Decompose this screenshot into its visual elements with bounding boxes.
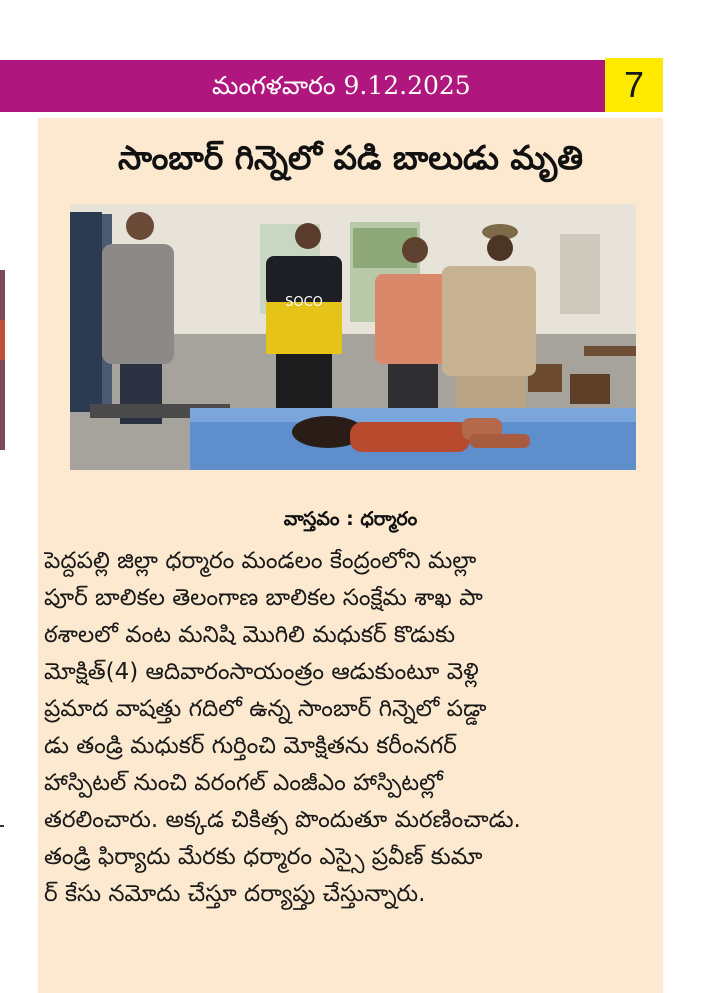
page-number: 7: [605, 58, 663, 112]
news-photo: [70, 204, 636, 470]
article-body-line: పెద్దపల్లి జిల్లా ధర్మారం మండలం కేంద్రంలోని మల్లా: [44, 548, 477, 574]
article-body-line: హాస్పిటల్ నుంచి వరంగల్ ఎంజీఎం హాస్పిటల్లో: [44, 770, 443, 796]
article-body-line: డు తండ్రి మధుకర్ గుర్తించి మోక్షితను కరీంనగర్: [44, 733, 457, 759]
header-date: మంగళవారం 9.12.2025: [212, 71, 471, 100]
article-dateline: వాస్తవం : ధర్మారం: [283, 508, 418, 530]
article-body-line: మోక్షిత్(4) ఆదివారంసాయంత్రం ఆడుకుంటూ వెళ్లి: [44, 659, 479, 685]
sweatshirt-text: SOCO: [285, 295, 323, 310]
article-headline: సాంబార్ గిన్నెలో పడి బాలుడు మృతి: [117, 138, 584, 177]
article-body-line: ర్ కేసు నమోదు చేస్తూ దర్యాప్తు చేస్తున్నారు.: [44, 881, 426, 907]
article-body-line: పూర్ బాలికల తెలంగాణ బాలికల సంక్షేమ శాఖ పా: [44, 585, 483, 611]
adjacent-column-fragment-accent: [0, 320, 5, 360]
article-body-line: ఠశాలలో వంట మనిషి మొగిలి మధుకర్ కొడుకు: [44, 622, 456, 648]
adjacent-column-fragment: [0, 270, 5, 450]
adjacent-column-tick: [0, 825, 4, 827]
article-body-line: ప్రమాద వాషత్తు గదిలో ఉన్న సాంబార్ గిన్నెలో పడ్డా: [44, 696, 487, 722]
article-body-line: తరలించారు. అక్కడ చికిత్స పొందుతూ మరణించాడు.: [44, 807, 521, 833]
article-body-line: తండ్రి ఫిర్యాదు మేరకు ధర్మారం ఎస్సై ప్రవీణ్ కుమా: [44, 844, 483, 870]
